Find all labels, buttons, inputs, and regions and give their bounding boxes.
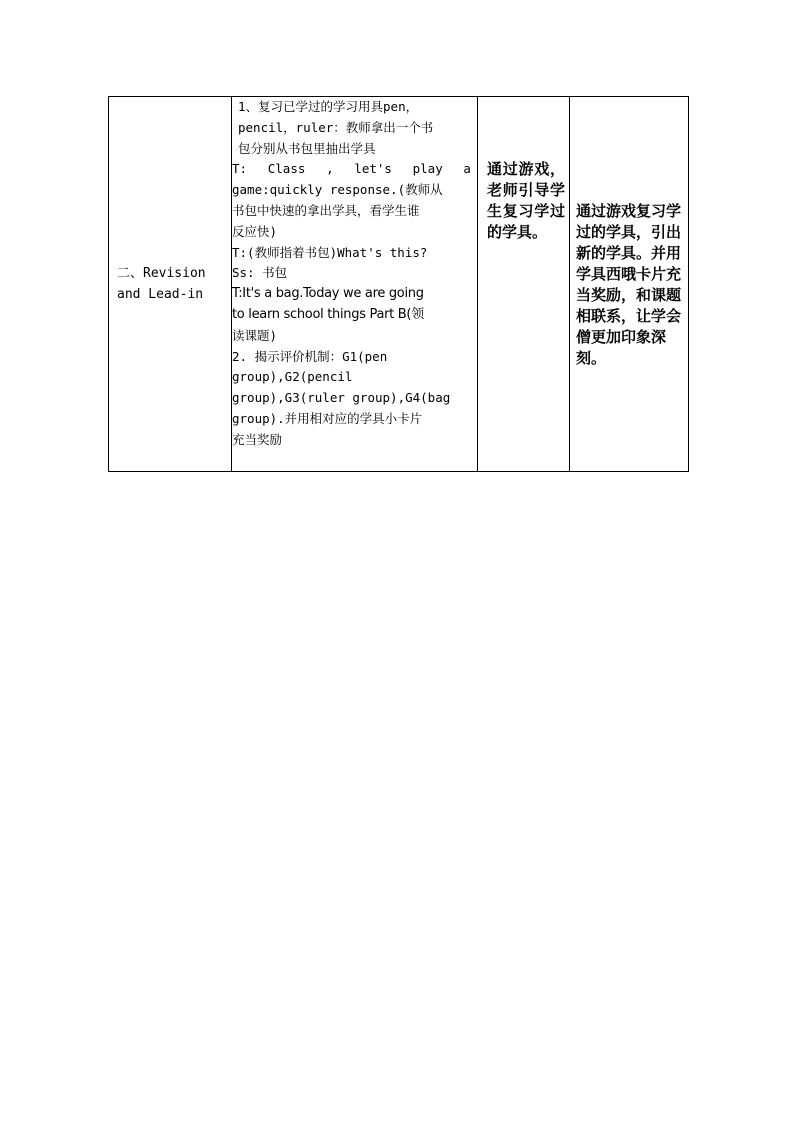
process-line: 书包中快速的拿出学具，看学生谁 — [232, 202, 420, 218]
process-line-justified — [232, 159, 477, 180]
purpose-text: 通过游戏复习学过的学具，引出新的学具。并用学具西哦卡片充当奖励，和课题相联系，让学会僧更加印象深刻。 — [576, 202, 682, 367]
method-text: 通过游戏，老师引导学生复习学过的学具。 — [487, 160, 565, 241]
process-word: T: — [232, 161, 248, 177]
process-cell — [232, 97, 478, 472]
process-word: let's — [354, 161, 392, 177]
method-cell — [478, 97, 570, 472]
process-line: T:(教师指着书包)What's this? — [232, 244, 428, 260]
process-word: Class — [267, 161, 306, 177]
stage-cell — [109, 97, 232, 472]
process-word: a — [463, 161, 471, 177]
purpose-cell — [570, 97, 689, 472]
stage-label-line2: and Lead-in — [117, 287, 204, 302]
stage-label-line1: 二、Revision — [117, 266, 206, 281]
process-line: pencil，ruler：教师拿出一个书 — [238, 119, 434, 135]
process-line: Ss: 书包 — [232, 265, 288, 281]
process-line: T:It's a bag.Today we are going — [232, 286, 424, 302]
process-line: 读课题) — [232, 327, 278, 343]
table-row — [109, 97, 689, 472]
process-line: group),G2(pencil — [232, 369, 353, 385]
process-line: 充当奖励 — [232, 431, 283, 447]
lesson-plan-table — [108, 96, 689, 472]
process-line: to learn school things Part B(领 — [232, 306, 424, 322]
process-line: group),G3(ruler group),G4(bag — [232, 390, 451, 406]
process-word: play — [412, 161, 443, 177]
process-line: group).并用相对应的学具小卡片 — [232, 410, 423, 426]
process-line: 2. 揭示评价机制：G1(pen — [232, 348, 388, 364]
process-line: game:quickly response.(教师从 — [232, 182, 443, 198]
process-line: 包分别从书包里抽出学具 — [238, 140, 376, 156]
process-line: 反应快) — [232, 223, 278, 239]
process-word: , — [326, 161, 334, 177]
process-line: 1、复习已学过的学习用具pen， — [238, 99, 419, 114]
